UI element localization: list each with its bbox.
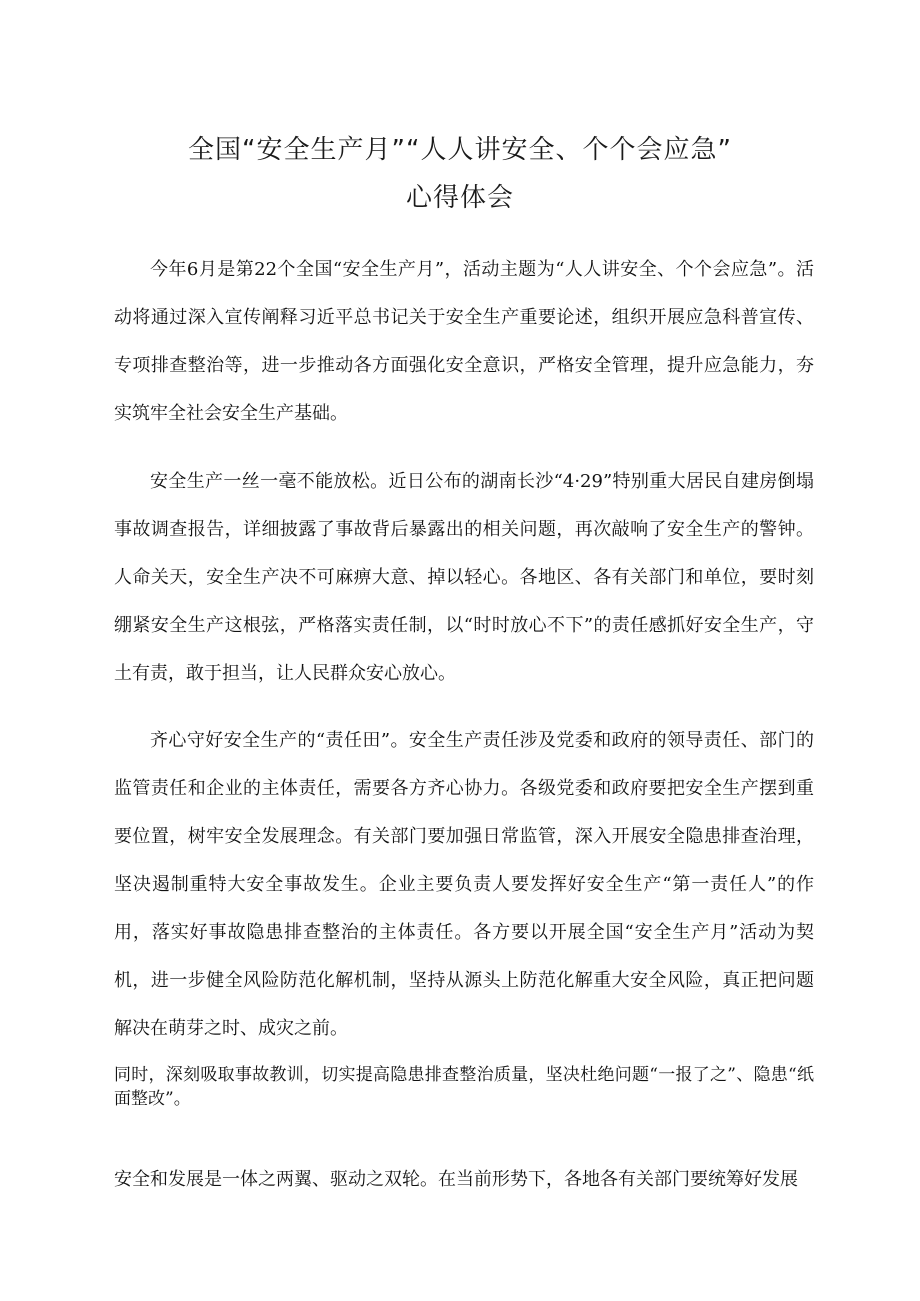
document-title-line-2: 心得体会 xyxy=(405,183,514,213)
body-paragraph-5: 安全和发展是一体之两翼、驱动之双轮。在当前形势下，各地各有关部门要统筹好发展 xyxy=(114,1169,798,1190)
document-title-line-1: 全国“安全生产月”“人人讲安全、个个会应急” xyxy=(188,135,732,165)
body-paragraph-4: 同时，深刻吸取事故教训，切实提高隐患排查整治质量，坚决杜绝问题“一报了之”、隐患“纸面整改”。 xyxy=(114,1065,814,1109)
body-paragraph-1: 今年6月是第22个全国“安全生产月”，活动主题为“人人讲安全、个个会应急”。活动将通过深入宣传阐释习近平总书记关于安全生产重要论述，组织开展应急科普宣传、专项排查整治等，进一步推动各方面强化安全意识，严格安全管理，提升应急能力，夯实筑牢全社会安全生产基础。 xyxy=(114,259,814,424)
body-paragraph-2: 安全生产一丝一毫不能放松。近日公布的湖南长沙“4·29”特别重大居民自建房倒塌事故调查报告，详细披露了事故背后暴露出的相关问题，再次敲响了安全生产的警钟。人命关天，安全生产决不可麻痹大意、掉以轻心。各地区、各有关部门和单位，要时刻绷紧安全生产这根弦，严格落实责任制，以“时时放心不下”的责任感抓好安全生产，守土有责，敢于担当，让人民群众安心放心。 xyxy=(114,471,814,684)
body-paragraph-3: 齐心守好安全生产的“责任田”。安全生产责任涉及党委和政府的领导责任、部门的监管责任和企业的主体责任，需要各方齐心协力。各级党委和政府要把安全生产摆到重要位置，树牢安全发展理念。有关部门要加强日常监管，深入开展安全隐患排查治理，坚决遏制重特大安全事故发生。企业主要负责人要发挥好安全生产“第一责任人”的作用，落实好事故隐患排查整治的主体责任。各方要以开展全国“安全生产月”活动为契机，进一步健全风险防范化解机制，坚持从源头上防范化解重大安全风险，真正把问题解决在萌芽之时、成灾之前。 xyxy=(114,730,814,1039)
